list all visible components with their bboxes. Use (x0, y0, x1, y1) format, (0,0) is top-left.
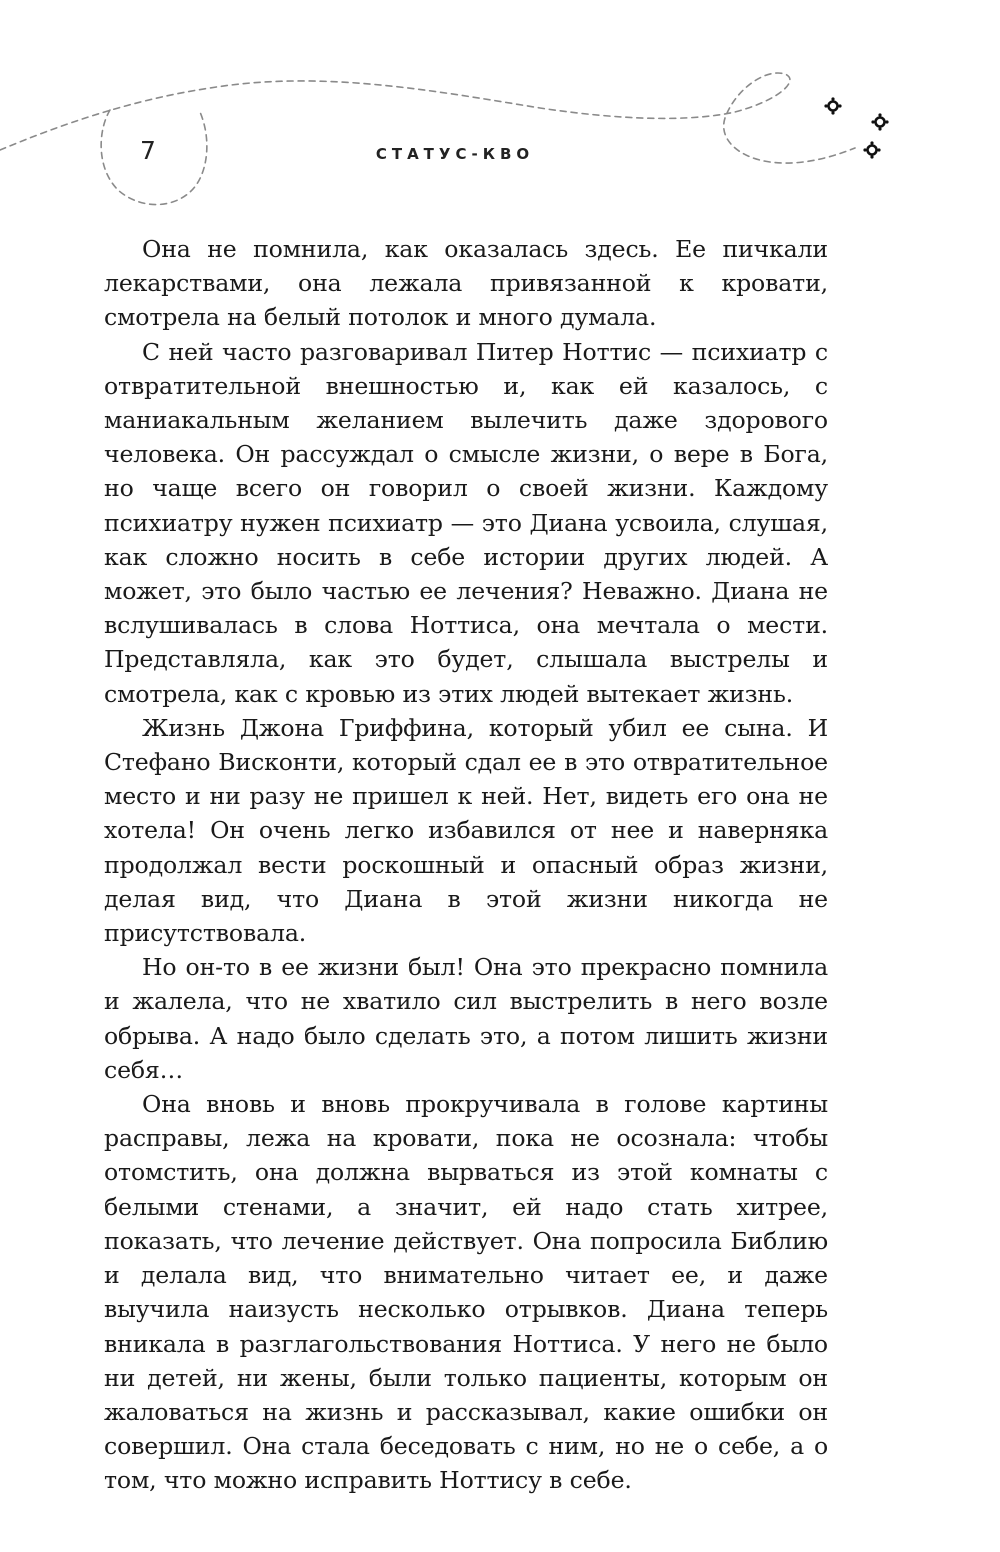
paragraph: Жизнь Джона Гриффина, который убил ее сына. И Стефано Висконти, который сдал ее в это отвратительное место и ни разу не пришел к ней. Нет, видеть его она не хотела! Он очень легко избавился от нее и наверняка продолжал вести роскошный и опасный образ жизни, делая вид, что Диана в этой жизни никогда не присутствовала. (104, 713, 828, 948)
paragraph: Но он-то в ее жизни был! Она это прекрасно помнила и жалела, что не хватило сил выстрелить в него возле обрыва. А надо было сделать это, а потом лишить жизни себя… (104, 953, 828, 1084)
paragraph: Она не помнила, как оказалась здесь. Ее пичкали лекарствами, она лежала привязанной к кровати, смотрела на белый потолок и много думала. (104, 235, 828, 332)
flower-icon (829, 102, 885, 155)
running-title: СТАТУС-КВО (375, 145, 535, 163)
header-decoration (0, 0, 1000, 230)
body-text (104, 232, 828, 1498)
paragraph: Она вновь и вновь прокручивала в голове картины расправы, лежа на кровати, пока не осознала: чтобы отомстить, она должна вырваться из этой комнаты с белыми стенами, а значит, ей надо стать хитрее, показать, что лечение действует. Она попросила Библию и делала вид, что внимательно читает ее, и даже выучила наизусть несколько отрывков. Диана теперь вникала в разглагольствования Ноттиса. У него не было ни детей, ни жены, были только пациенты, которым он жаловаться на жизнь и рассказывал, какие ошибки он совершил. Она стала беседовать с ним, но не о себе, а о том, что можно исправить Ноттису в себе. (104, 1090, 828, 1495)
page-number: 7 (140, 136, 156, 165)
paragraph: С ней часто разговаривал Питер Ноттис — психиатр с отвратительной внешностью и, как ей казалось, с маниакальным желанием вылечить даже здорового человека. Он рассуждал о смысле жизни, о вере в Бога, но чаще всего он говорил о своей жизни. Каждому психиатру нужен психиатр — это Диана усвоила, слушая, как сложно носить в себе истории других людей. А может, это было частью ее лечения? Неважно. Диана не вслушивалась в слова Ноттиса, она мечтала о мести. Представляла, как это будет, слышала выстрелы и смотрела, как с кровью из этих людей вытекает жизнь. (104, 337, 828, 708)
